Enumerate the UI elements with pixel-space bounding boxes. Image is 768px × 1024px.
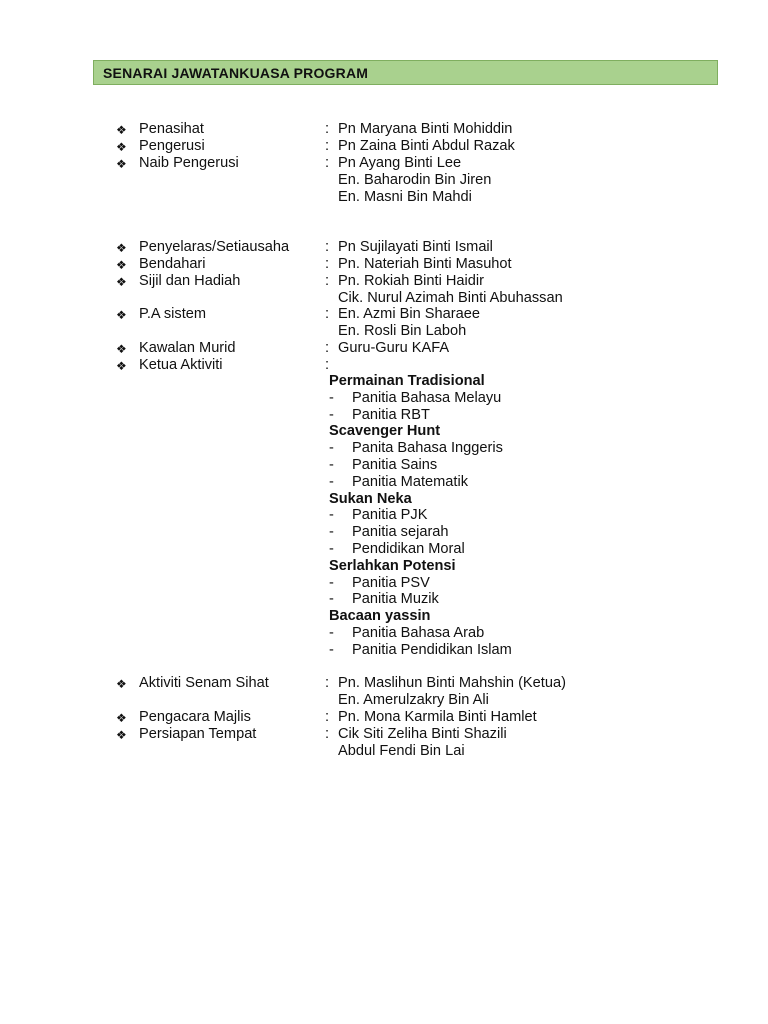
role-label: Penyelaras/Setiausaha	[139, 239, 290, 255]
member-name: Pn Sujilayati Binti Ismail	[338, 239, 493, 255]
dash-marker: -	[329, 591, 334, 608]
member-name: Pn. Nateriah Binti Masuhot	[338, 256, 512, 272]
activity-heading: Bacaan yassin	[329, 608, 431, 625]
activity-committee: Panitia Bahasa Melayu	[352, 389, 502, 406]
member-name: Cik Siti Zeliha Binti Shazili	[338, 726, 507, 742]
member-name: Pn Zaina Binti Abdul Razak	[338, 138, 515, 154]
colon-separator: :	[325, 121, 330, 137]
member-name: Pn. Maslihun Binti Mahshin (Ketua)	[338, 675, 566, 691]
bullet-icon: ❖	[116, 140, 127, 154]
member-name: Guru-Guru KAFA	[338, 340, 450, 356]
dash-marker: -	[329, 574, 334, 591]
colon-separator: :	[325, 138, 330, 154]
dash-marker: -	[329, 457, 334, 473]
bullet-icon: ❖	[116, 677, 127, 691]
role-label: Pengacara Majlis	[139, 709, 251, 725]
activity-committee: Panitia Bahasa Arab	[352, 625, 485, 641]
colon-separator: :	[325, 726, 330, 742]
dash-marker: -	[329, 389, 334, 406]
member-name: Pn Maryana Binti Mohiddin	[338, 121, 513, 137]
role-label: Kawalan Murid	[139, 340, 236, 356]
role-label: Sijil dan Hadiah	[139, 273, 241, 289]
member-name: Cik. Nurul Azimah Binti Abuhassan	[338, 289, 563, 306]
bullet-icon: ❖	[116, 275, 127, 289]
bullet-icon: ❖	[116, 728, 127, 742]
member-name: En. Azmi Bin Sharaee	[338, 306, 480, 322]
activity-committee: Panita Bahasa Inggeris	[352, 440, 503, 457]
dash-marker: -	[329, 641, 334, 658]
activity-committee: Panitia PJK	[352, 507, 428, 524]
activity-committee: Panitia sejarah	[352, 524, 449, 541]
dash-marker: -	[329, 473, 334, 490]
dash-marker: -	[329, 524, 334, 541]
activity-committee: Panitia PSV	[352, 574, 430, 591]
colon-separator: :	[325, 675, 330, 691]
role-label: Penasihat	[139, 121, 204, 137]
bullet-icon: ❖	[116, 711, 127, 725]
activity-heading: Sukan Neka	[329, 490, 412, 507]
member-name: Pn. Mona Karmila Binti Hamlet	[338, 709, 537, 725]
colon-separator: :	[325, 709, 330, 725]
activity-committee: Panitia Sains	[352, 457, 438, 473]
colon-separator: :	[325, 340, 330, 356]
role-label: Aktiviti Senam Sihat	[139, 675, 269, 691]
bullet-icon: ❖	[116, 308, 127, 322]
activity-committee: Pendidikan Moral	[352, 541, 465, 557]
colon-separator: :	[325, 357, 330, 373]
colon-separator: :	[325, 306, 330, 322]
role-label: Naib Pengerusi	[139, 155, 239, 171]
activity-heading: Scavenger Hunt	[329, 423, 441, 440]
dash-marker: -	[329, 440, 334, 457]
member-name: En. Baharodin Bin Jiren	[338, 171, 492, 188]
role-label: Pengerusi	[139, 138, 205, 154]
activity-heading: Permainan Tradisional	[329, 373, 485, 389]
activity-heading: Serlahkan Potensi	[329, 557, 456, 574]
member-name: En. Masni Bin Mahdi	[338, 188, 472, 205]
dash-marker: -	[329, 406, 334, 423]
colon-separator: :	[325, 239, 330, 255]
activity-committee: Panitia Muzik	[352, 591, 439, 608]
bullet-icon: ❖	[116, 258, 127, 272]
bullet-icon: ❖	[116, 359, 127, 373]
dash-marker: -	[329, 541, 334, 557]
bullet-icon: ❖	[116, 342, 127, 356]
colon-separator: :	[325, 256, 330, 272]
role-label: P.A sistem	[139, 306, 207, 322]
dash-marker: -	[329, 625, 334, 641]
activity-committee: Panitia Pendidikan Islam	[352, 641, 512, 658]
colon-separator: :	[325, 273, 330, 289]
bullet-icon: ❖	[116, 157, 127, 171]
role-label: Ketua Aktiviti	[139, 357, 223, 373]
activity-committee: Panitia RBT	[352, 406, 430, 423]
member-name: Pn. Rokiah Binti Haidir	[338, 273, 485, 289]
dash-marker: -	[329, 507, 334, 524]
member-name: Pn Ayang Binti Lee	[338, 155, 462, 171]
bullet-icon: ❖	[116, 241, 127, 255]
member-name: En. Rosli Bin Laboh	[338, 322, 467, 339]
role-label: Bendahari	[139, 256, 206, 272]
member-name: Abdul Fendi Bin Lai	[338, 742, 465, 759]
member-name: En. Amerulzakry Bin Ali	[338, 691, 489, 708]
bullet-icon: ❖	[116, 123, 127, 137]
role-label: Persiapan Tempat	[139, 726, 257, 742]
document-title: SENARAI JAWATANKUASA PROGRAM	[93, 60, 718, 85]
activity-committee: Panitia Matematik	[352, 473, 468, 490]
colon-separator: :	[325, 155, 330, 171]
